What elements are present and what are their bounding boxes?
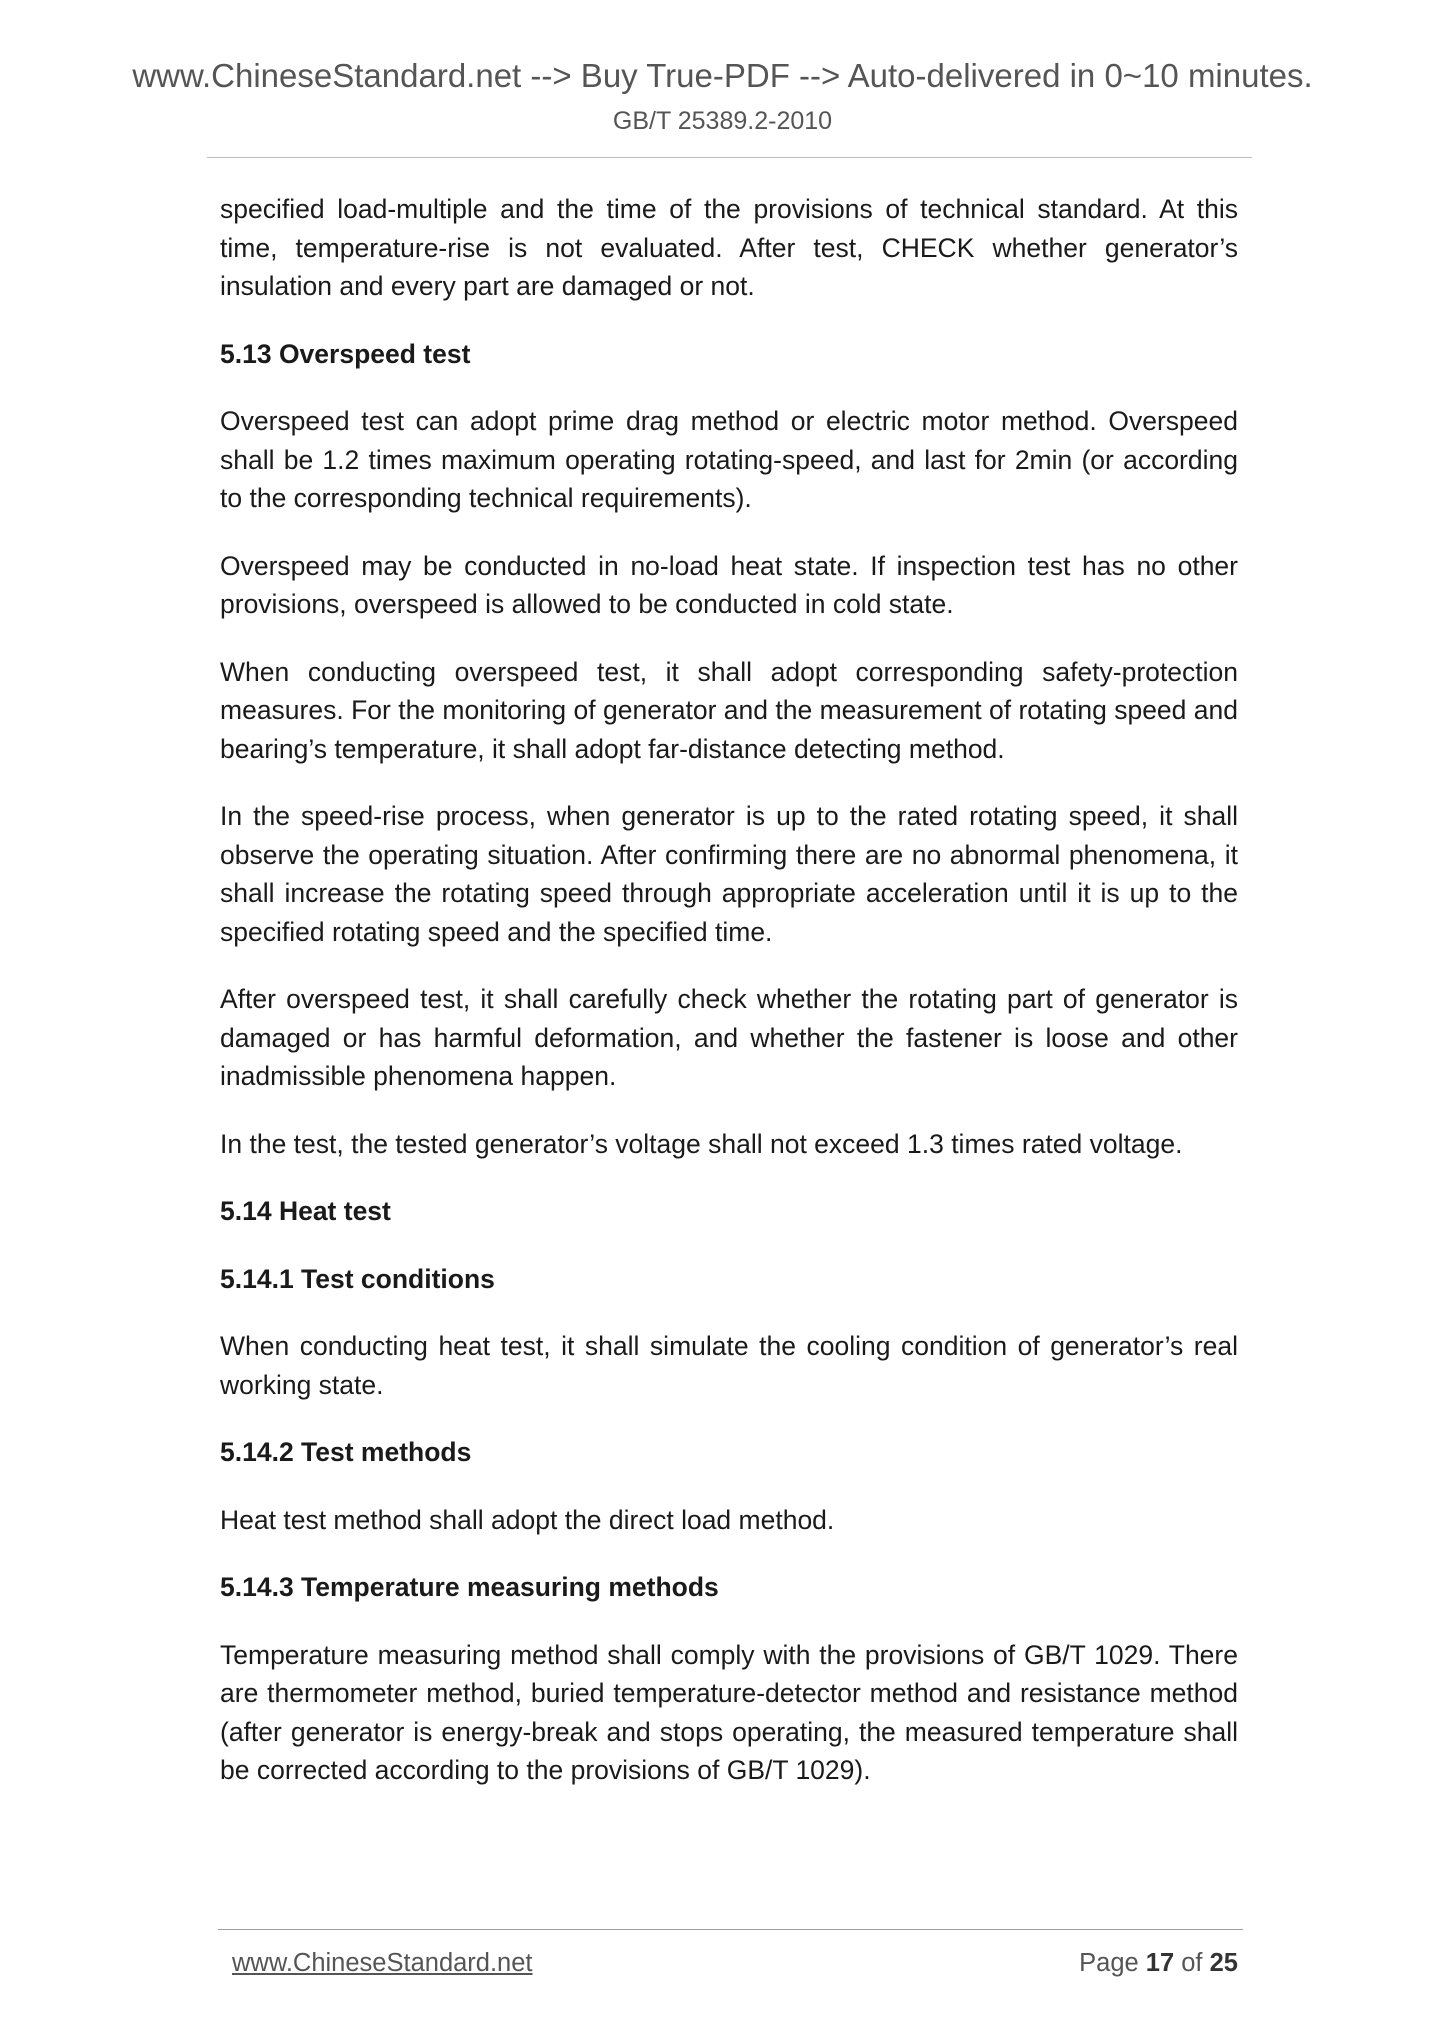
section-heading-5-14: 5.14 Heat test	[220, 1196, 391, 1226]
paragraph: Temperature measuring method shall comply with the provisions of GB/T 1029. There are thermometer method, buried temperature-detector method and resistance method (after generator is energy-break and stops operating, the measured temperature shall be corrected according to the provisions of GB/T 1029).	[220, 1639, 1238, 1785]
page-total: 25	[1209, 1949, 1238, 1977]
footer-divider	[218, 1929, 1243, 1930]
section-heading-5-14-1: 5.14.1 Test conditions	[220, 1263, 495, 1294]
paragraph: Overspeed test can adopt prime drag method or electric motor method. Overspeed shall be 1.2 times maximum operating rotating-speed, and last for 2min (or according to the corresponding technical requirements).	[220, 406, 1238, 513]
section-heading-5-13: 5.13 Overspeed test	[220, 338, 471, 369]
paragraph: After overspeed test, it shall carefully check whether the rotating part of generator is damaged or has harmful deformation, and whether the fastener is loose and other inadmissible phenomena happen.	[220, 984, 1238, 1091]
paragraph: Overspeed may be conducted in no-load heat state. If inspection test has no other provisions, overspeed is allowed to be conducted in cold state.	[220, 550, 1238, 619]
paragraph: specified load-multiple and the time of the provisions of technical standard. At this time, temperature-rise is not evaluated. After test, CHECK whether generator’s insulation and every part are damaged or not.	[220, 194, 1238, 301]
standard-number: GB/T 25389.2-2010	[612, 107, 833, 135]
paragraph: When conducting overspeed test, it shall adopt corresponding safety-protection measures. For the monitoring of generator and the measurement of rotating speed and bearing’s temperature, it shall adopt far-distance detecting method.	[220, 656, 1238, 764]
footer-website-link[interactable]: www.ChineseStandard.net	[232, 1949, 533, 1977]
header-divider	[207, 157, 1252, 158]
page-label: Page	[1079, 1949, 1139, 1977]
paragraph: In the test, the tested generator’s voltage shall not exceed 1.3 times rated voltage.	[220, 1128, 1183, 1159]
paragraph: Heat test method shall adopt the direct load method.	[220, 1504, 835, 1535]
paragraph: In the speed-rise process, when generator is up to the rated rotating speed, it shall observe the operating situation. After confirming there are no abnormal phenomena, it shall increase the rotating speed through appropriate acceleration until it is up to the specified rotating speed and the specified time.	[220, 801, 1238, 947]
page-indicator	[1079, 1947, 1238, 1979]
section-heading-5-14-2: 5.14.2 Test methods	[220, 1437, 472, 1467]
paragraph: When conducting heat test, it shall simulate the cooling condition of generator’s real working state.	[220, 1331, 1238, 1400]
page-current: 17	[1145, 1949, 1175, 1977]
document-body	[220, 190, 1238, 1819]
section-heading-5-14-3: 5.14.3 Temperature measuring methods	[220, 1572, 719, 1602]
header-banner: www.ChineseStandard.net --> Buy True-PDF --> Auto-delivered in 0~10 minutes.	[132, 57, 1313, 94]
page-of: of	[1181, 1949, 1203, 1977]
